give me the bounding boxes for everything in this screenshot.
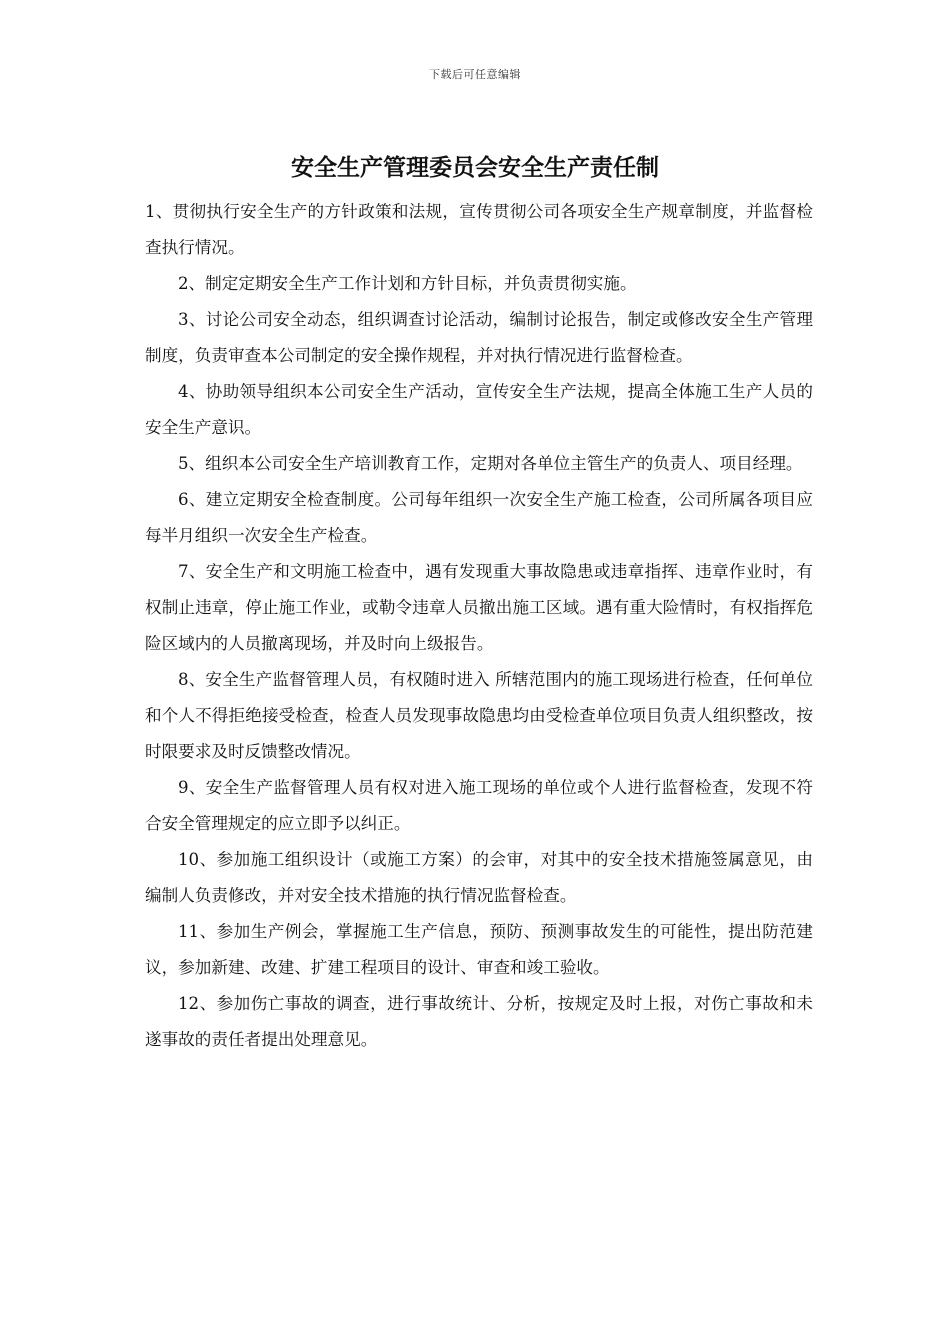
header-note: 下载后可任意编辑 (429, 68, 521, 81)
paragraph-1: 1、贯彻执行安全生产的方针政策和法规，宣传贯彻公司各项安全生产规章制度，并监督检查执行情况。 (145, 202, 813, 257)
paragraph-5: 5、组织本公司安全生产培训教育工作，定期对各单位主管生产的负责人、项目经理。 (178, 454, 803, 473)
paragraph-4: 4、协助领导组织本公司安全生产活动，宣传安全生产法规，提高全体施工生产人员的安全生产意识。 (145, 382, 813, 437)
document-body (145, 194, 813, 1058)
paragraph-7: 7、安全生产和文明施工检查中，遇有发现重大事故隐患或违章指挥、违章作业时，有权制止违章，停止施工作业，或勒令违章人员撤出施工区域。遇有重大险情时，有权指挥危险区域内的人员撤离现场，并及时向上级报告。 (145, 562, 813, 653)
paragraph-11: 11、参加生产例会，掌握施工生产信息，预防、预测事故发生的可能性，提出防范建议，参加新建、改建、扩建工程项目的设计、审查和竣工验收。 (145, 922, 813, 977)
paragraph-3: 3、讨论公司安全动态，组织调查讨论活动，编制讨论报告，制定或修改安全生产管理制度，负责审查本公司制定的安全操作规程，并对执行情况进行监督检查。 (145, 310, 813, 365)
paragraph-6: 6、建立定期安全检查制度。公司每年组织一次安全生产施工检查，公司所属各项目应每半月组织一次安全生产检查。 (145, 490, 813, 545)
paragraph-2: 2、制定定期安全生产工作计划和方针目标，并负责贯彻实施。 (178, 274, 637, 293)
paragraph-9: 9、安全生产监督管理人员有权对进入施工现场的单位或个人进行监督检查，发现不符合安全管理规定的应立即予以纠正。 (145, 778, 813, 833)
paragraph-12: 12、参加伤亡事故的调查，进行事故统计、分析，按规定及时上报，对伤亡事故和未遂事故的责任者提出处理意见。 (145, 994, 813, 1049)
paragraph-10: 10、参加施工组织设计（或施工方案）的会审，对其中的安全技术措施签属意见，由编制人负责修改，并对安全技术措施的执行情况监督检查。 (145, 850, 813, 905)
paragraph-8: 8、安全生产监督管理人员，有权随时进入 所辖范围内的施工现场进行检查，任何单位和个人不得拒绝接受检查，检查人员发现事故隐患均由受检查单位项目负责人组织整改，按时限要求及时反馈整改情况。 (145, 670, 813, 761)
document-title: 安全生产管理委员会安全生产责任制 (291, 154, 659, 181)
